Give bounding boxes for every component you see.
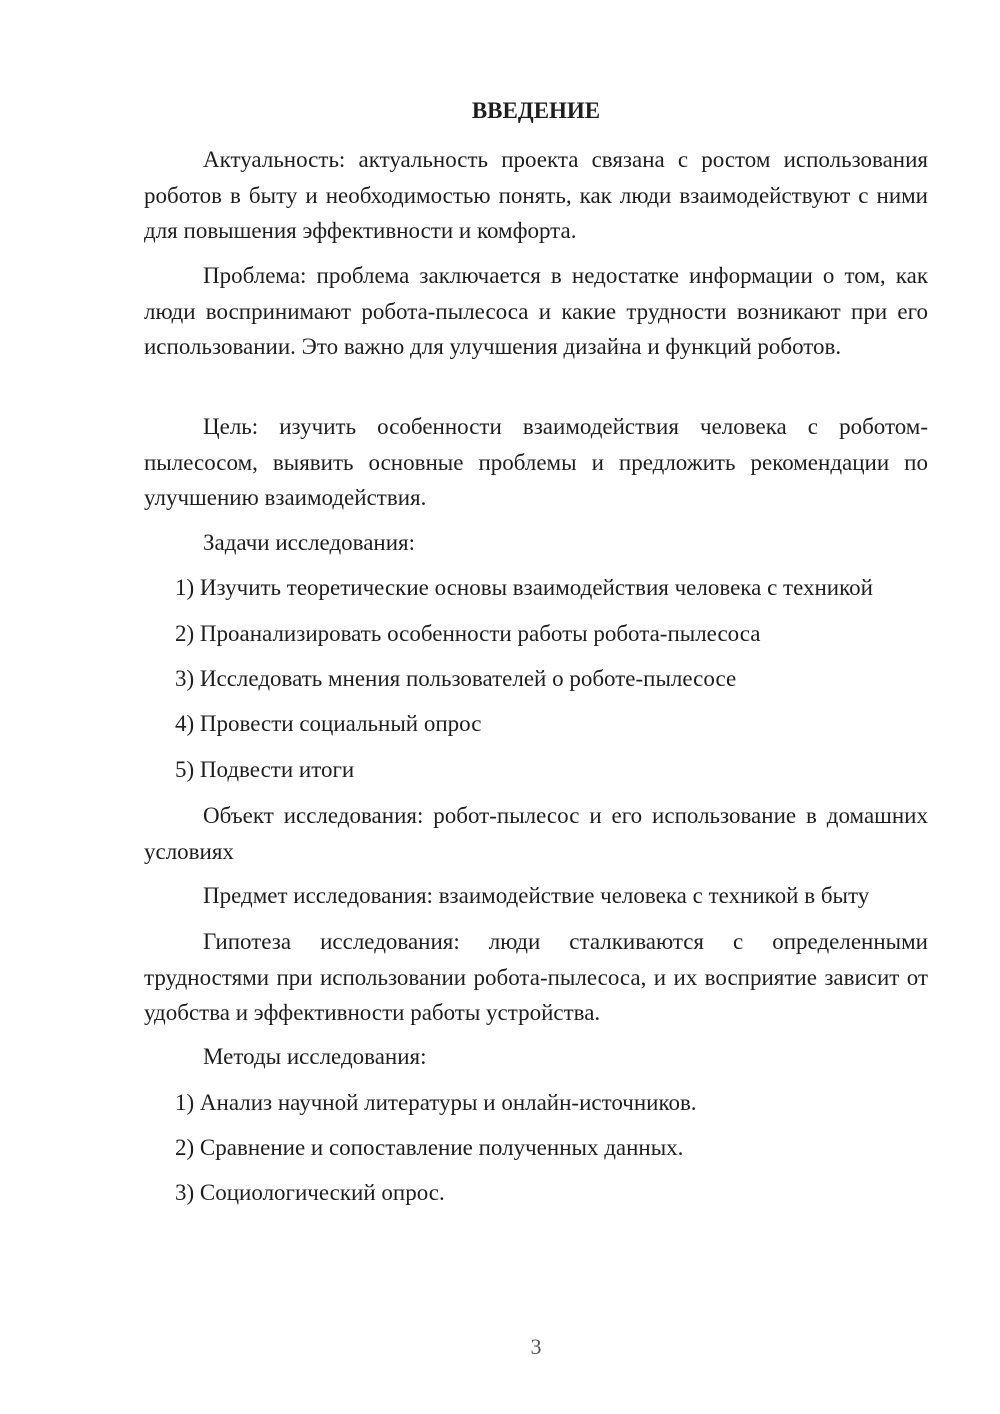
task-item: 4) Провести социальный опрос: [175, 711, 482, 736]
task-item: 2) Проанализировать особенности работы робота-пылесоса: [175, 621, 761, 646]
problem-paragraph: Проблема: проблема заключается в недостатке информации о том, как люди воспринимают робота-пылесоса и какие трудности возникают при его использовании. Это важно для улучшения дизайна и функций роботов.: [144, 263, 928, 359]
method-item: 2) Сравнение и сопоставление полученных данных.: [175, 1135, 684, 1160]
relevance-paragraph: Актуальность: актуальность проекта связана с ростом использования роботов в быту и необходимостью понять, как люди взаимодействуют с ними для повышения эффективности и комфорта.: [144, 147, 928, 243]
goal-paragraph: Цель: изучить особенности взаимодействия человека с роботом-пылесосом, выявить основные проблемы и предложить рекомендации по улучшению взаимодействия.: [144, 414, 928, 510]
task-item: 5) Подвести итоги: [175, 757, 355, 782]
methods-heading: Методы исследования:: [203, 1044, 427, 1069]
tasks-heading: Задачи исследования:: [203, 530, 416, 555]
hypothesis-paragraph: Гипотеза исследования: люди сталкиваются с определенными трудностями при использовании робота-пылесоса, и их восприятие зависит от удобства и эффективности работы устройства.: [144, 929, 928, 1025]
task-item: 3) Исследовать мнения пользователей о роботе-пылесосе: [175, 666, 737, 691]
task-item: 1) Изучить теоретические основы взаимодействия человека с техникой: [175, 575, 873, 600]
subject-paragraph: Предмет исследования: взаимодействие человека с техникой в быту: [203, 883, 870, 908]
section-title: ВВЕДЕНИЕ: [471, 98, 601, 123]
method-item: 3) Социологический опрос.: [175, 1180, 445, 1205]
page-number: 3: [530, 1334, 542, 1359]
object-paragraph: Объект исследования: робот-пылесос и его использование в домашних условиях: [144, 803, 928, 864]
method-item: 1) Анализ научной литературы и онлайн-источников.: [175, 1090, 697, 1115]
